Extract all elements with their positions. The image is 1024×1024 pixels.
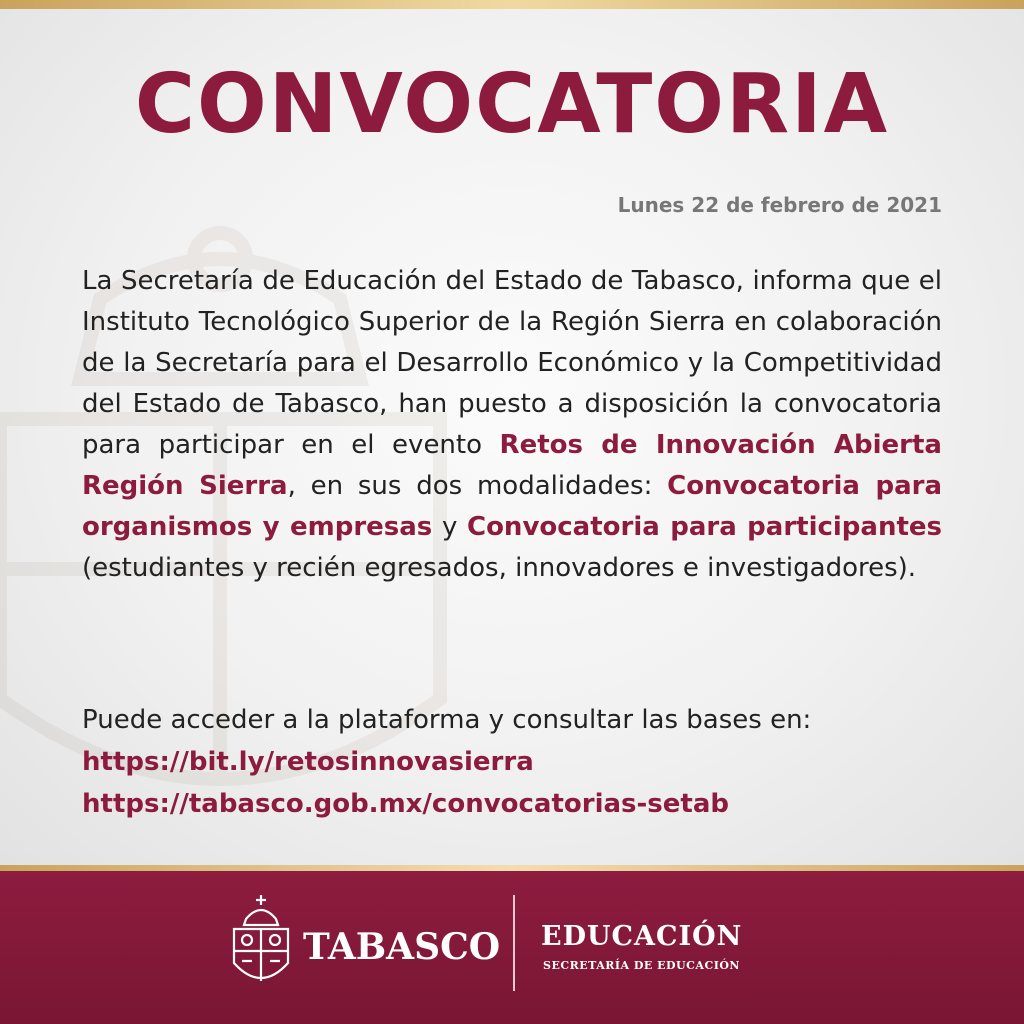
body-text-1: La Secretaría de Educación del Estado de Tabasco, informa que el Instituto Tecnológico Superior de la Región Sierra en colaboración de la Secretaría para el Desarrollo Económico y la Competitividad del Estado de Tabasco, han puesto a disposición la convocatoria para participar en el evento (82, 266, 942, 460)
announcement-panel (0, 9, 1024, 865)
access-intro: Puede acceder a la plataforma y consultar las bases en: (82, 705, 812, 735)
top-gold-stripe (0, 0, 1024, 9)
footer-banner (0, 871, 1024, 1024)
event-name-highlight: Retos de Innovación Abierta Región Sierra (82, 430, 942, 501)
tabasco-coat-of-arms-icon (228, 893, 294, 993)
access-section (82, 699, 942, 825)
footer-divider (513, 895, 515, 991)
modality-organizations-highlight: Convocatoria para organismos y empresas (82, 471, 942, 542)
publication-date: Lunes 22 de febrero de 2021 (617, 193, 942, 217)
body-text-2: , en sus dos modalidades: (287, 471, 653, 501)
body-text-4: (estudiantes y recién egresados, innovadores e investigadores). (82, 553, 917, 583)
footer-department-subtitle: SECRETARÍA DE EDUCACIÓN (543, 959, 740, 972)
announcement-body (82, 261, 942, 589)
modality-participants-highlight: Convocatoria para participantes (466, 512, 943, 542)
link-bitly[interactable]: https://bit.ly/retosinnovasierra (82, 747, 534, 777)
page-title: CONVOCATORIA (134, 57, 890, 152)
body-text-3: y (441, 512, 458, 542)
footer-department: EDUCACIÓN (541, 921, 743, 952)
link-tabasco-gob[interactable]: https://tabasco.gob.mx/convocatorias-setab (82, 789, 730, 819)
footer-brand: TABASCO (303, 926, 501, 968)
